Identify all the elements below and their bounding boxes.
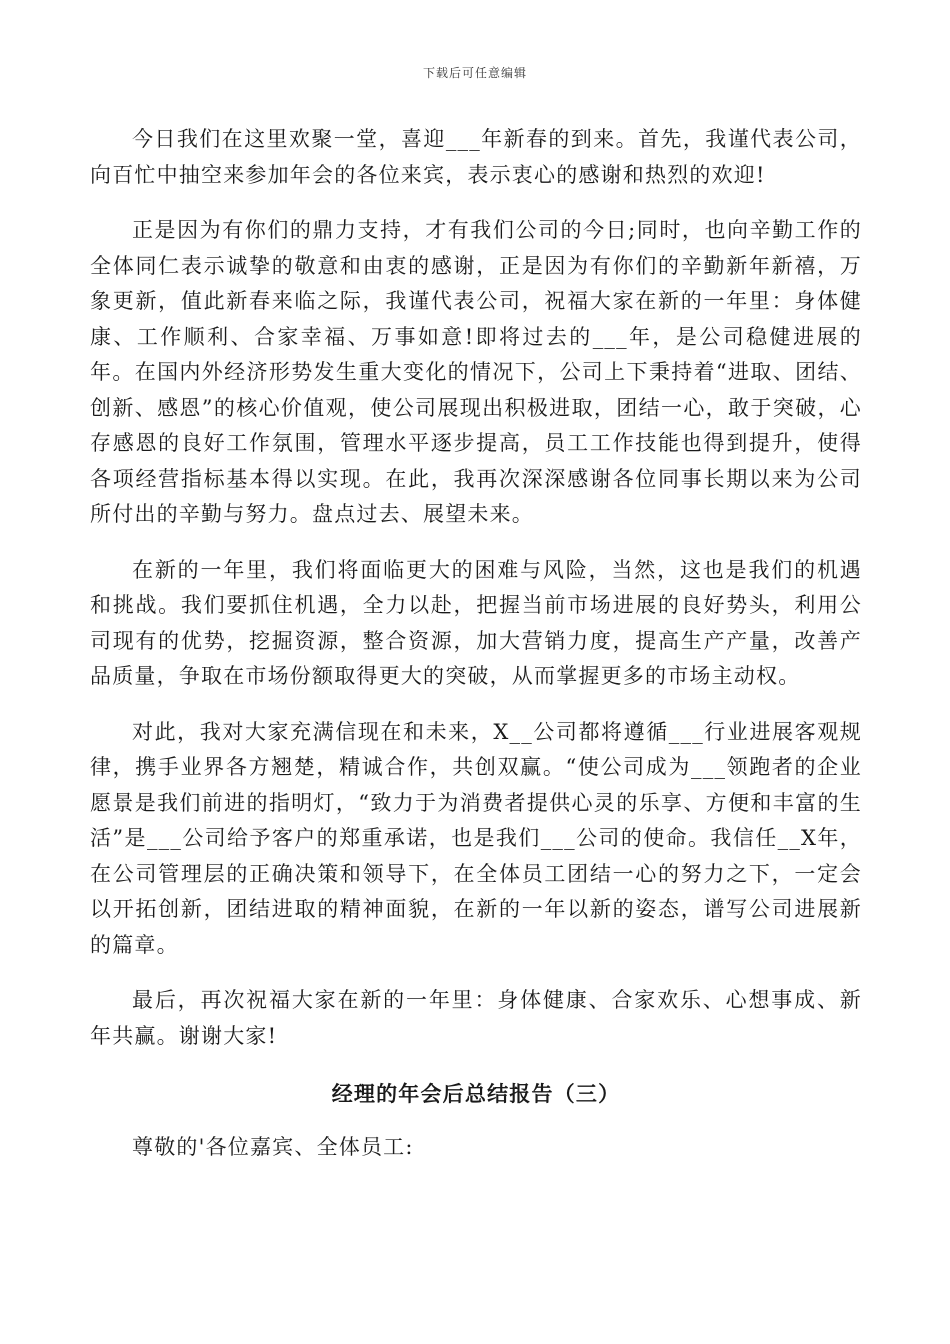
page-header-note: 下载后可任意编辑 (422, 66, 527, 80)
section-salutation: 尊敬的'各位嘉宾、全体员工: (132, 1135, 414, 1159)
paragraph-welcome: 今日我们在这里欢聚一堂，喜迎___年新春的到来。首先，我谨代表公司，向百忙中抽空来参加年会的各位来宾，表示衷心的感谢和热烈的欢迎! (90, 127, 862, 187)
paragraph-vision: 对此，我对大家充满信现在和未来，X__公司都将遵循___行业进展客观规律，携手业界各方翘楚，精诚合作，共创双赢。“使公司成为___领跑者的企业愿景是我们前进的指明灯，“致力于为消费者提供心灵的乐享、方便和丰富的生活”是___公司给予客户的郑重承诺，也是我们___公司的使命。我信任__X年，在公司管理层的正确决策和领导下，在全体员工团结一心的努力之下，一定会以开拓创新，团结进取的精神面貌，在新的一年以新的姿态，谱写公司进展新的篇章。 (90, 719, 862, 957)
paragraph-closing: 最后，再次祝福大家在新的一年里：身体健康、合家欢乐、心想事成、新年共赢。谢谢大家! (90, 988, 862, 1048)
document-body (90, 122, 862, 1166)
paragraph-new-year-outlook: 在新的一年里，我们将面临更大的困难与风险，当然，这也是我们的机遇和挑战。我们要抓住机遇，全力以赴，把握当前市场进展的良好势头，利用公司现有的优势，挖掘资源，整合资源，加大营销力度，提高生产产量，改善产品质量，争取在市场份额取得更大的突破，从而掌握更多的市场主动权。 (90, 557, 862, 688)
section-title: 经理的年会后总结报告（三） (331, 1081, 621, 1106)
paragraph-thanks: 正是因为有你们的鼎力支持，才有我们公司的今日;同时，也向辛勤工作的全体同仁表示诚挚的敬意和由衷的感谢，正是因为有你们的辛勤新年新禧，万象更新，值此新春来临之际，我谨代表公司，祝福大家在新的一年里：身体健康、工作顺利、合家幸福、万事如意!即将过去的___年，是公司稳健进展的年。在国内外经济形势发生重大变化的情况下，公司上下秉持着“进取、团结、创新、感恩”的核心价值观，使公司展现出积极进取，团结一心，敢于突破，心存感恩的良好工作氛围，管理水平逐步提高，员工工作技能也得到提升，使得各项经营指标基本得以实现。在此，我再次深深感谢各位同事长期以来为公司所付出的辛勤与努力。盘点过去、展望未来。 (90, 218, 862, 526)
